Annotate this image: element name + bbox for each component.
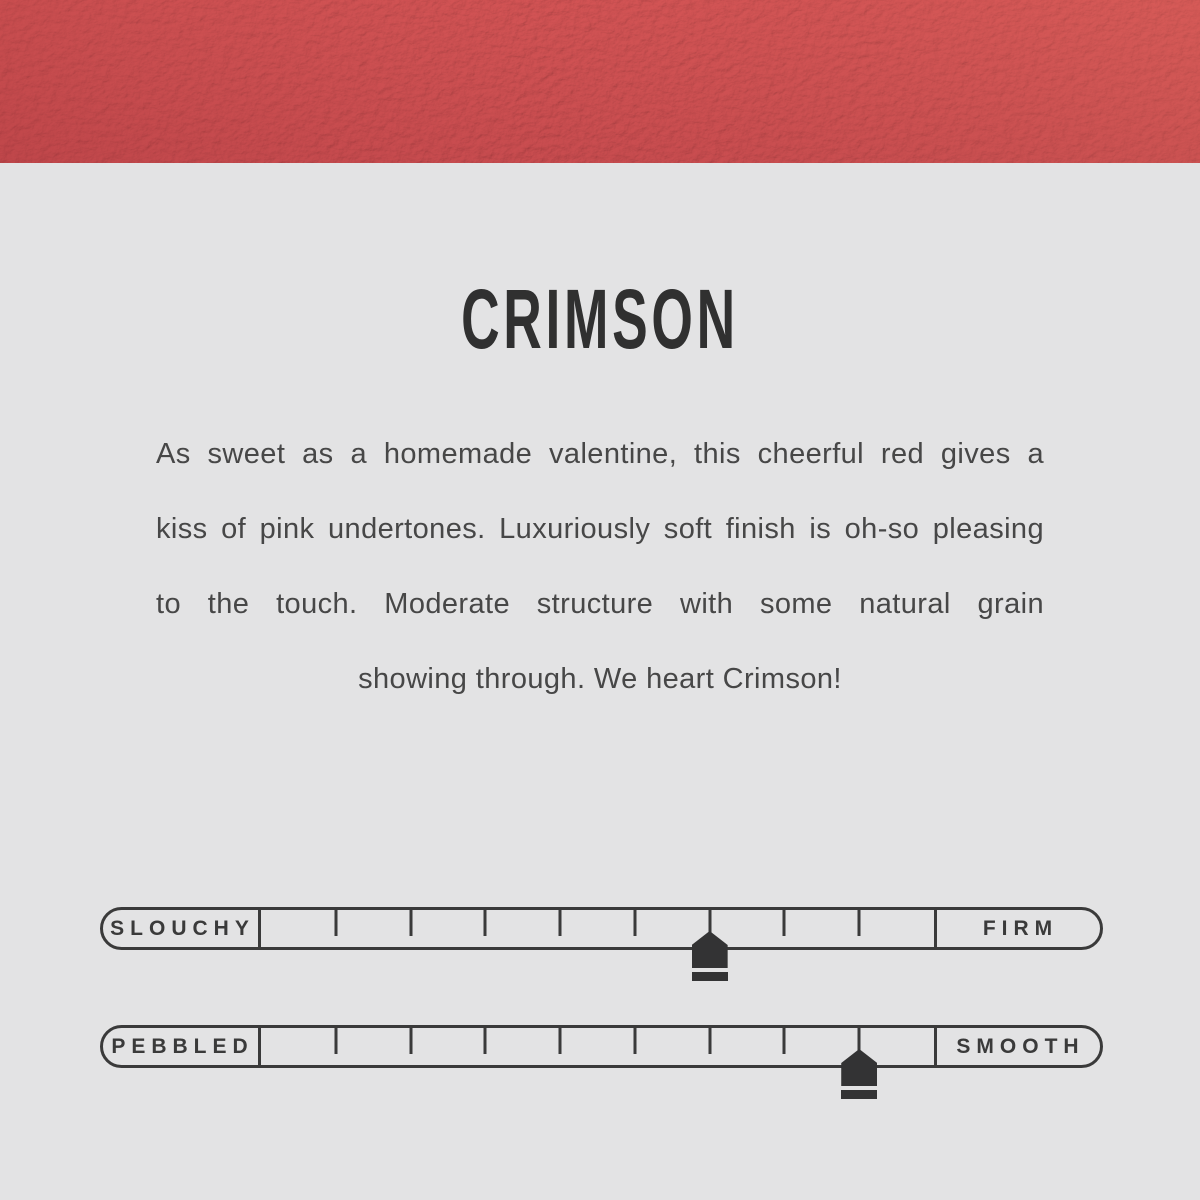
texture-scale-track [261, 1028, 934, 1065]
scale-tick [409, 1028, 412, 1054]
scale-tick [334, 910, 337, 936]
scale-tick [559, 910, 562, 936]
color-description [156, 417, 1044, 717]
description-line: to the touch. Moderate structure with some natural grain [156, 588, 1044, 620]
scale-tick [783, 1028, 786, 1054]
structure-scale [100, 907, 1103, 950]
description-line: showing through. We heart Crimson! [358, 663, 842, 695]
scale-tick [334, 1028, 337, 1054]
marker-pointer-icon [841, 1049, 877, 1086]
scale-tick [484, 910, 487, 936]
marker-base-bar [692, 972, 728, 981]
scale-tick [409, 910, 412, 936]
scale-tick [783, 910, 786, 936]
leather-swatch-image [0, 0, 1200, 163]
marker-pointer-icon [692, 931, 728, 968]
texture-scale [100, 1025, 1103, 1068]
scale-right-label: SMOOTH [934, 1028, 1100, 1065]
texture-scale-marker [841, 1049, 877, 1099]
scale-tick [858, 910, 861, 936]
marker-base-bar [841, 1090, 877, 1099]
structure-scale-track [261, 910, 934, 947]
description-line: As sweet as a homemade valentine, this cheerful red gives a [156, 438, 1044, 470]
color-name-title: CRIMSON [461, 271, 739, 367]
scale-right-label: FIRM [934, 910, 1100, 947]
scale-tick [484, 1028, 487, 1054]
leather-texture-image [0, 0, 1200, 163]
scale-tick [633, 910, 636, 936]
scale-left-label: SLOUCHY [103, 910, 261, 947]
scale-tick [633, 1028, 636, 1054]
description-line: kiss of pink undertones. Luxuriously soft finish is oh-so pleasing [156, 513, 1044, 545]
scale-tick [708, 1028, 711, 1054]
structure-scale-marker [692, 931, 728, 981]
scale-left-label: PEBBLED [103, 1028, 261, 1065]
scale-tick [559, 1028, 562, 1054]
